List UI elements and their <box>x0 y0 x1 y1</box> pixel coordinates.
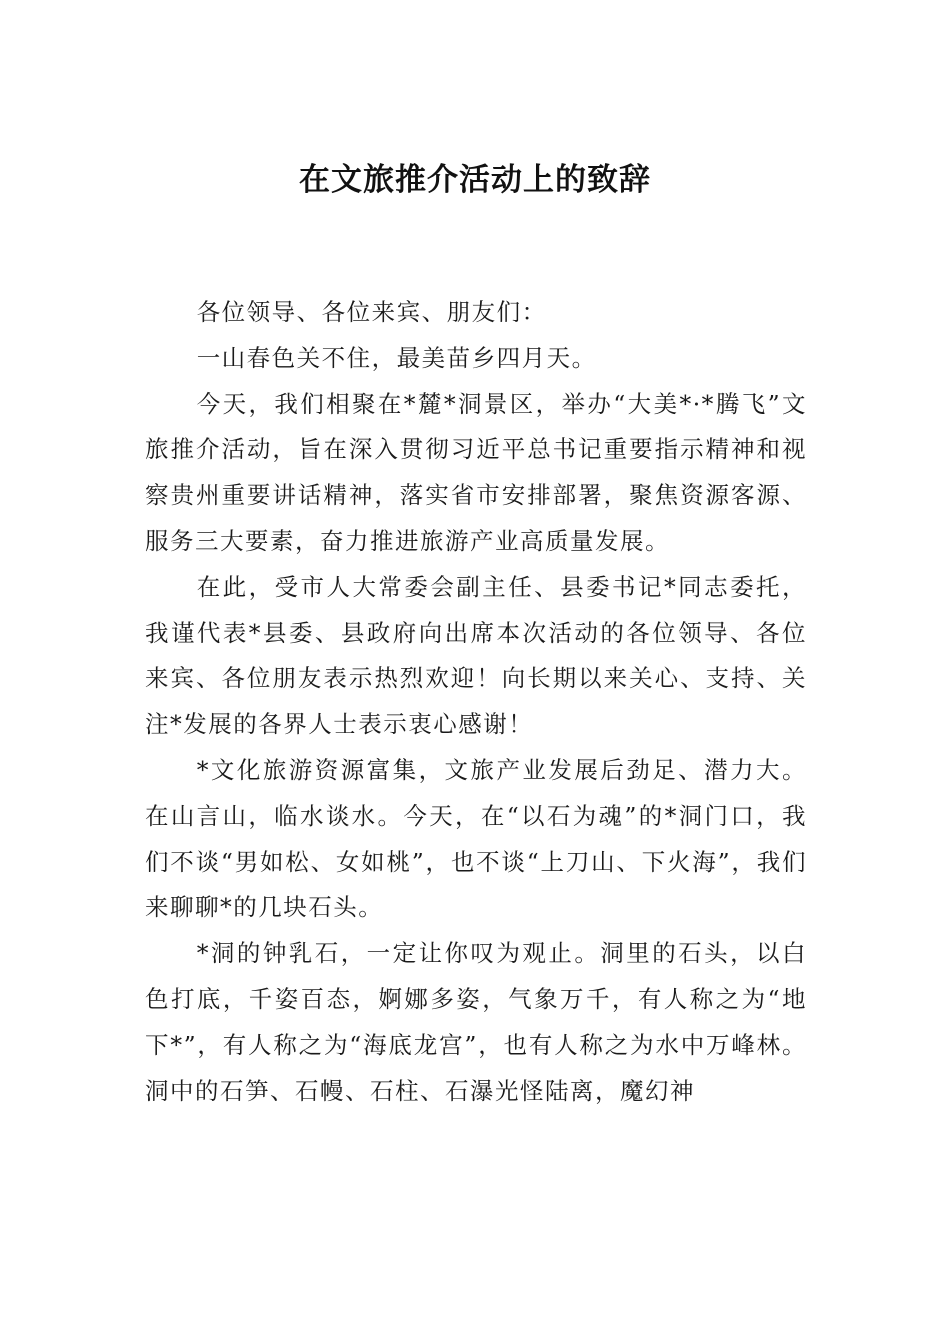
paragraph-cave-stones: *洞的钟乳石，一定让你叹为观止。洞里的石头，以白色打底，千姿百态，婀娜多姿，气象万千，有人称之为“地下*”，有人称之为“海底龙宫”，也有人称之为水中万峰林。洞中的石笋、石幔、石柱、石瀑光怪陆离，魔幻神 <box>145 939 807 1105</box>
paragraph-opening-verse: 一山春色关不住，最美苗乡四月天。 <box>196 343 597 372</box>
paragraph-welcome-thanks: 在此，受市人大常委会副主任、县委书记*同志委托，我谨代表*县委、县政府向出席本次活动的各位领导、各位来宾、各位朋友表示热烈欢迎！向长期以来关心、支持、关注*发展的各界人士表示衷心感谢！ <box>145 572 807 739</box>
paragraph-tourism-resources: *文化旅游资源富集，文旅产业发展后劲足、潜力大。在山言山，临水谈水。今天，在“以石为魂”的*洞门口，我们不谈“男如松、女如桃”，也不谈“上刀山、下火海”，我们来聊聊*的几块石头。 <box>145 755 807 922</box>
document-body <box>145 290 807 1114</box>
paragraph-greeting: 各位领导、各位来宾、朋友们： <box>196 298 547 326</box>
paragraph-event-purpose: 今天，我们相聚在*麓*洞景区，举办“大美*·*腾飞”文旅推介活动，旨在深入贯彻习近平总书记重要指示精神和视察贵州重要讲话精神，落实省市安排部署，聚焦资源客源、服务三大要素，奋力推进旅游产业高质量发展。 <box>145 389 807 555</box>
document-title: 在文旅推介活动上的致辞 <box>299 162 651 198</box>
